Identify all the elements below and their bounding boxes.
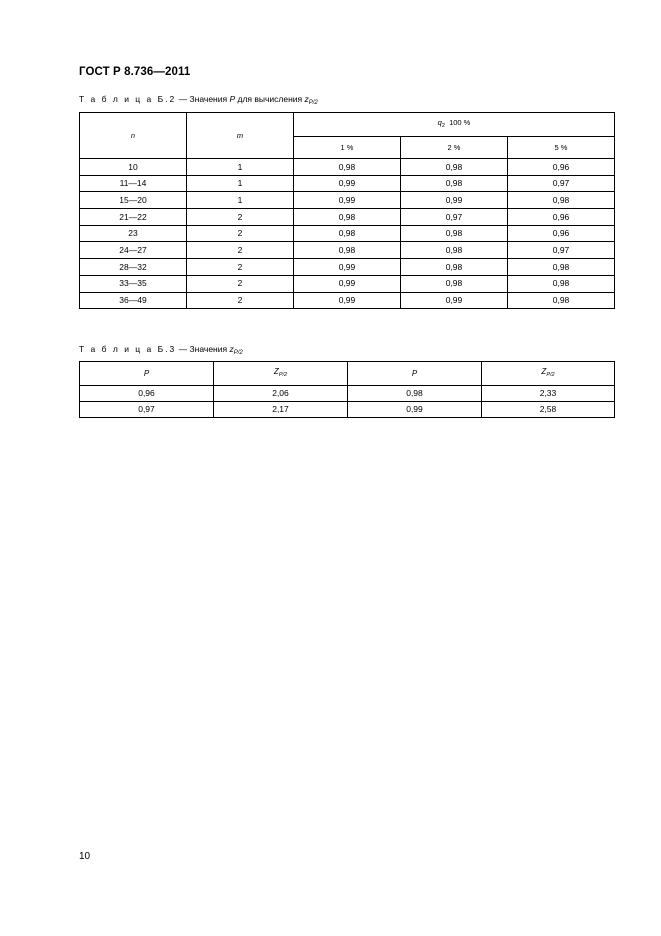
cell-v3: 0,97 xyxy=(508,242,615,259)
caption-text: — Значения xyxy=(176,94,230,104)
header-q-group xyxy=(294,113,615,137)
caption-prefix: Т а б л и ц а Б.2 xyxy=(79,94,177,104)
cell-v1: 0,99 xyxy=(294,192,401,209)
header-2pct: 2 % xyxy=(401,137,508,159)
cell-v2: 0,98 xyxy=(401,259,508,276)
caption-z: z xyxy=(304,94,309,104)
caption-var: P xyxy=(229,94,236,104)
cell-m: 2 xyxy=(187,292,294,309)
cell-v1: 0,98 xyxy=(294,209,401,226)
caption-text: — Значения xyxy=(176,344,230,354)
header-z2-sub: P/2 xyxy=(546,372,555,379)
cell-v1: 0,99 xyxy=(294,275,401,292)
cell-v2: 0,99 xyxy=(401,292,508,309)
header-n: n xyxy=(80,113,187,159)
table-row xyxy=(80,242,615,259)
header-z1-sub: P/2 xyxy=(278,372,288,379)
cell-v3: 0,98 xyxy=(508,275,615,292)
table-row xyxy=(80,209,615,226)
header-q-sub: 2 xyxy=(441,123,445,130)
table-row xyxy=(80,275,615,292)
cell-n: 23 xyxy=(80,225,187,242)
cell-v3: 0,96 xyxy=(508,225,615,242)
table-row xyxy=(80,159,615,176)
cell-m: 2 xyxy=(187,259,294,276)
cell-z2: 2,33 xyxy=(482,386,615,402)
header-1pct: 1 % xyxy=(294,137,401,159)
cell-v1: 0,99 xyxy=(294,292,401,309)
cell-v3: 0,98 xyxy=(508,259,615,276)
cell-p2: 0,98 xyxy=(348,386,482,402)
cell-v1: 0,99 xyxy=(294,175,401,192)
table-b2 xyxy=(79,112,615,309)
cell-v3: 0,98 xyxy=(508,192,615,209)
cell-v3: 0,96 xyxy=(508,209,615,226)
caption-z: z xyxy=(229,344,234,354)
cell-m: 2 xyxy=(187,209,294,226)
cell-z2: 2,58 xyxy=(482,402,615,418)
table-b3 xyxy=(79,361,615,418)
cell-m: 2 xyxy=(187,242,294,259)
header-p2: P xyxy=(348,362,482,386)
cell-n: 10 xyxy=(80,159,187,176)
caption-prefix: Т а б л и ц а Б.3 xyxy=(79,344,177,354)
cell-m: 2 xyxy=(187,225,294,242)
table-row xyxy=(80,259,615,276)
cell-v2: 0,99 xyxy=(401,192,508,209)
document-title: ГОСТ Р 8.736—2011 xyxy=(79,66,191,78)
table-b3-caption xyxy=(79,344,243,356)
cell-p1: 0,97 xyxy=(80,402,214,418)
cell-v2: 0,98 xyxy=(401,175,508,192)
header-5pct: 5 % xyxy=(508,137,615,159)
header-p1: P xyxy=(80,362,214,386)
cell-v1: 0,98 xyxy=(294,242,401,259)
cell-v2: 0,97 xyxy=(401,209,508,226)
caption-sub: P/2 xyxy=(233,350,243,356)
table-b2-caption xyxy=(79,94,318,106)
cell-z1: 2,17 xyxy=(214,402,348,418)
page-number: 10 xyxy=(79,851,91,862)
cell-v2: 0,98 xyxy=(401,242,508,259)
cell-m: 1 xyxy=(187,192,294,209)
table-row xyxy=(80,175,615,192)
cell-m: 2 xyxy=(187,275,294,292)
cell-n: 33—35 xyxy=(80,275,187,292)
cell-z1: 2,06 xyxy=(214,386,348,402)
cell-n: 36—49 xyxy=(80,292,187,309)
table-row xyxy=(80,292,615,309)
caption-sub: P/2 xyxy=(308,100,318,106)
cell-m: 1 xyxy=(187,159,294,176)
cell-v1: 0,98 xyxy=(294,225,401,242)
header-z2-main: Z xyxy=(541,367,547,377)
cell-n: 11—14 xyxy=(80,175,187,192)
cell-v3: 0,98 xyxy=(508,292,615,309)
cell-p2: 0,99 xyxy=(348,402,482,418)
header-z1-main: Z xyxy=(273,367,279,377)
cell-v3: 0,96 xyxy=(508,159,615,176)
cell-v3: 0,97 xyxy=(508,175,615,192)
cell-n: 15—20 xyxy=(80,192,187,209)
header-z1 xyxy=(214,362,348,386)
table-row xyxy=(80,386,615,402)
table-row xyxy=(80,192,615,209)
cell-v1: 0,98 xyxy=(294,159,401,176)
table-row xyxy=(80,402,615,418)
cell-v1: 0,99 xyxy=(294,259,401,276)
header-q-rest: 100 % xyxy=(444,118,471,128)
caption-text2: для вычисления xyxy=(235,94,305,104)
header-m: m xyxy=(187,113,294,159)
header-q: q xyxy=(437,118,442,128)
table-row xyxy=(80,225,615,242)
cell-v2: 0,98 xyxy=(401,225,508,242)
cell-v2: 0,98 xyxy=(401,159,508,176)
cell-n: 24—27 xyxy=(80,242,187,259)
cell-m: 1 xyxy=(187,175,294,192)
cell-n: 21—22 xyxy=(80,209,187,226)
header-z2 xyxy=(482,362,615,386)
cell-n: 28—32 xyxy=(80,259,187,276)
cell-v2: 0,98 xyxy=(401,275,508,292)
cell-p1: 0,96 xyxy=(80,386,214,402)
